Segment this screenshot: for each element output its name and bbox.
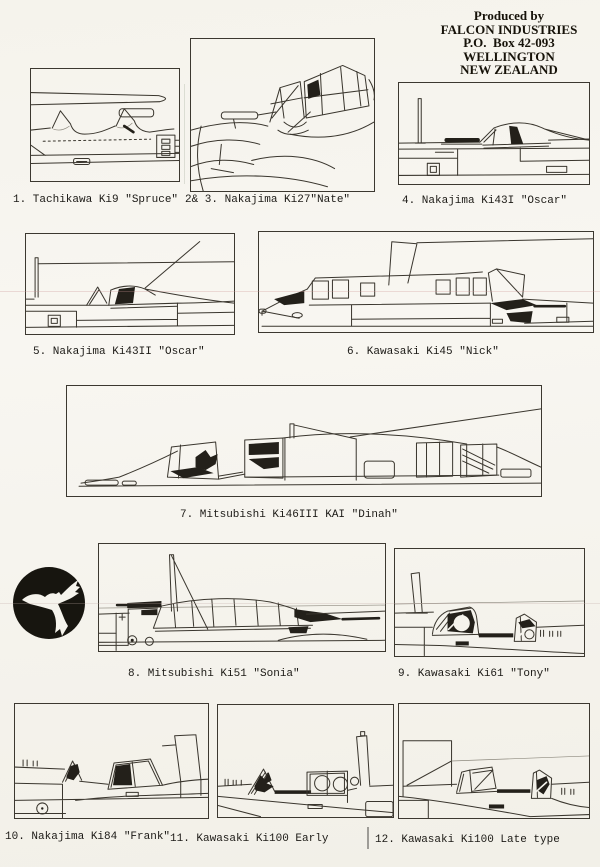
figure-label-5: 5. Nakajima Ki43II "Oscar" <box>33 346 205 358</box>
panel-ki100-early <box>217 704 394 818</box>
figure-label-7: 7. Mitsubishi Ki46III KAI "Dinah" <box>180 509 398 521</box>
falcon-bird-logo <box>12 566 86 640</box>
scan-artifact-bar <box>367 827 369 849</box>
tachikawa-ki9-spruce-drawing <box>31 69 179 181</box>
nakajima-ki27-nate-drawing <box>191 39 374 191</box>
panel-ki9-spruce <box>30 68 180 182</box>
figure-label-11: 11. Kawasaki Ki100 Early <box>170 833 329 845</box>
panel-ki51-sonia <box>98 543 386 652</box>
kawasaki-ki100-late-drawing <box>399 704 589 818</box>
panel-ki43ii-oscar <box>25 233 235 335</box>
kawasaki-ki45-nick-drawing <box>259 232 593 332</box>
publisher-line: Produced by <box>473 8 545 23</box>
kawasaki-ki100-early-drawing <box>218 705 393 817</box>
figure-label-10: 10. Nakajima Ki84 "Frank" <box>5 831 171 843</box>
figure-label-2-3: 2& 3. Nakajima Ki27"Nate" <box>185 194 351 206</box>
publisher-line: FALCON INDUSTRIES <box>440 21 578 37</box>
publisher-line: P.O. Box 42-093 <box>463 35 555 51</box>
panel-ki43i-oscar <box>398 82 590 185</box>
mitsubishi-ki46iii-kai-dinah-drawing <box>67 386 541 496</box>
figure-label-12: 12. Kawasaki Ki100 Late type <box>375 834 560 846</box>
panel-ki45-nick <box>258 231 594 333</box>
mitsubishi-ki51-sonia-drawing <box>99 544 385 651</box>
publisher-block <box>423 9 595 77</box>
figure-label-8: 8. Mitsubishi Ki51 "Sonia" <box>128 668 300 680</box>
panel-ki100-late <box>398 703 590 819</box>
panel-ki84-frank <box>14 703 209 819</box>
figure-label-1: 1. Tachikawa Ki9 "Spruce" <box>13 194 179 206</box>
figure-label-6: 6. Kawasaki Ki45 "Nick" <box>347 346 499 358</box>
nakajima-ki43ii-oscar-drawing <box>26 234 234 334</box>
figure-label-9: 9. Kawasaki Ki61 "Tony" <box>398 668 550 680</box>
panel-ki27-nate <box>190 38 375 192</box>
scan-artifact-streak <box>184 84 185 184</box>
kawasaki-ki61-tony-drawing <box>395 549 584 656</box>
nakajima-ki84-frank-drawing <box>15 704 208 818</box>
publisher-line: NEW ZEALAND <box>460 62 558 78</box>
panel-ki46iii-dinah <box>66 385 542 497</box>
nakajima-ki43i-oscar-drawing <box>399 83 589 184</box>
panel-ki61-tony <box>394 548 585 657</box>
figure-label-4: 4. Nakajima Ki43I "Oscar" <box>402 195 568 207</box>
publisher-line: WELLINGTON <box>463 48 555 64</box>
